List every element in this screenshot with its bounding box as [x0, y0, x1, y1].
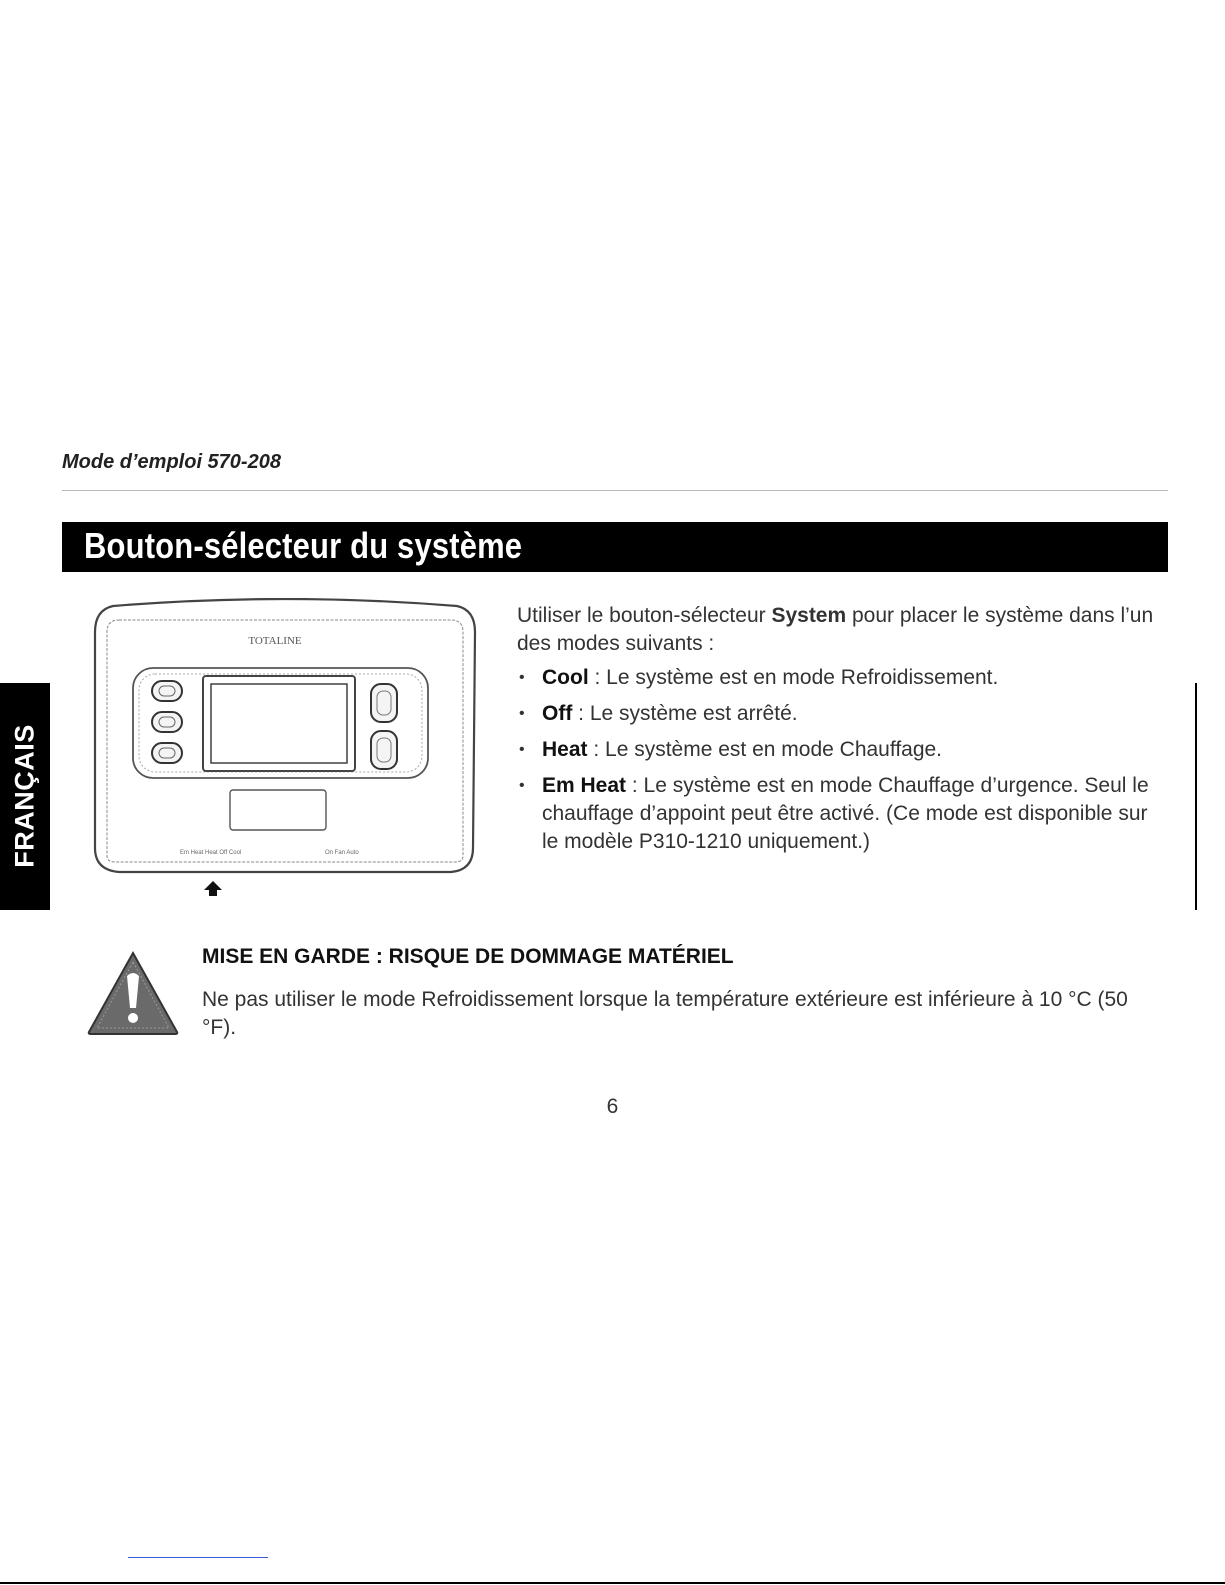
- warning-title: MISE EN GARDE : RISQUE DE DOMMAGE MATÉRIEL: [202, 945, 734, 968]
- list-item: • Em Heat : Le système est en mode Chauffage d’urgence. Seul le chauffage d’appoint peut être activé. (Ce mode est disponible sur le modèle P310-1210 uniquement.): [519, 774, 1149, 853]
- manual-title: Mode d’emploi 570-208: [62, 451, 281, 473]
- mode-description: : Le système est en mode Chauffage.: [587, 738, 943, 761]
- mode-name: Heat: [542, 738, 588, 761]
- language-tab-label: FRANÇAIS: [9, 724, 40, 868]
- mode-name: Off: [542, 702, 573, 725]
- mode-name: Cool: [542, 666, 589, 689]
- left-buttons: [152, 681, 182, 763]
- warning-body: Ne pas utiliser le mode Refroidissement lorsque la température extérieure est inférieure à 10 °C (50 °F).: [202, 988, 1128, 1039]
- fan-switch-labels: On Fan Auto: [325, 850, 359, 856]
- section-title: Bouton-sélecteur du système: [84, 525, 523, 566]
- mode-list: [517, 664, 1167, 864]
- margin-marker: [1195, 683, 1197, 910]
- system-switch-labels: Em Heat Heat Off Cool: [180, 850, 242, 856]
- brand-label: TOTALINE: [248, 635, 302, 647]
- section-banner: [62, 522, 1168, 572]
- mode-description: : Le système est arrêté.: [572, 702, 798, 725]
- thermostat-illustration: [85, 598, 485, 916]
- header-divider: [62, 490, 1168, 491]
- warning-triangle-icon: [86, 950, 180, 1036]
- footer-link-underline: [128, 1557, 268, 1558]
- footer-rule: [0, 1582, 1225, 1584]
- list-item: • Cool : Le système est en mode Refroidissement.: [519, 666, 999, 689]
- temperature-buttons: [371, 684, 397, 769]
- intro-paragraph: Utiliser le bouton-sélecteur System pour placer le système dans l’un des modes suivants :: [517, 604, 1154, 655]
- mode-name: Em Heat: [542, 774, 627, 797]
- list-item: • Off : Le système est arrêté.: [519, 702, 798, 725]
- mode-description: : Le système est en mode Refroidissement.: [588, 666, 999, 689]
- pointer-arrow-icon: [204, 881, 222, 896]
- page-number: 6: [606, 1095, 619, 1118]
- system-keyword: System: [771, 604, 847, 627]
- lcd-screen: [203, 676, 355, 771]
- list-item: • Heat : Le système est en mode Chauffage.: [519, 738, 943, 761]
- language-tab: [0, 683, 50, 910]
- mode-description: : Le système est en mode Chauffage d’urgence. Seul le chauffage d’appoint peut être activé. (Ce mode est disponible sur le modèle P310-1210 uniquement.): [542, 774, 1149, 853]
